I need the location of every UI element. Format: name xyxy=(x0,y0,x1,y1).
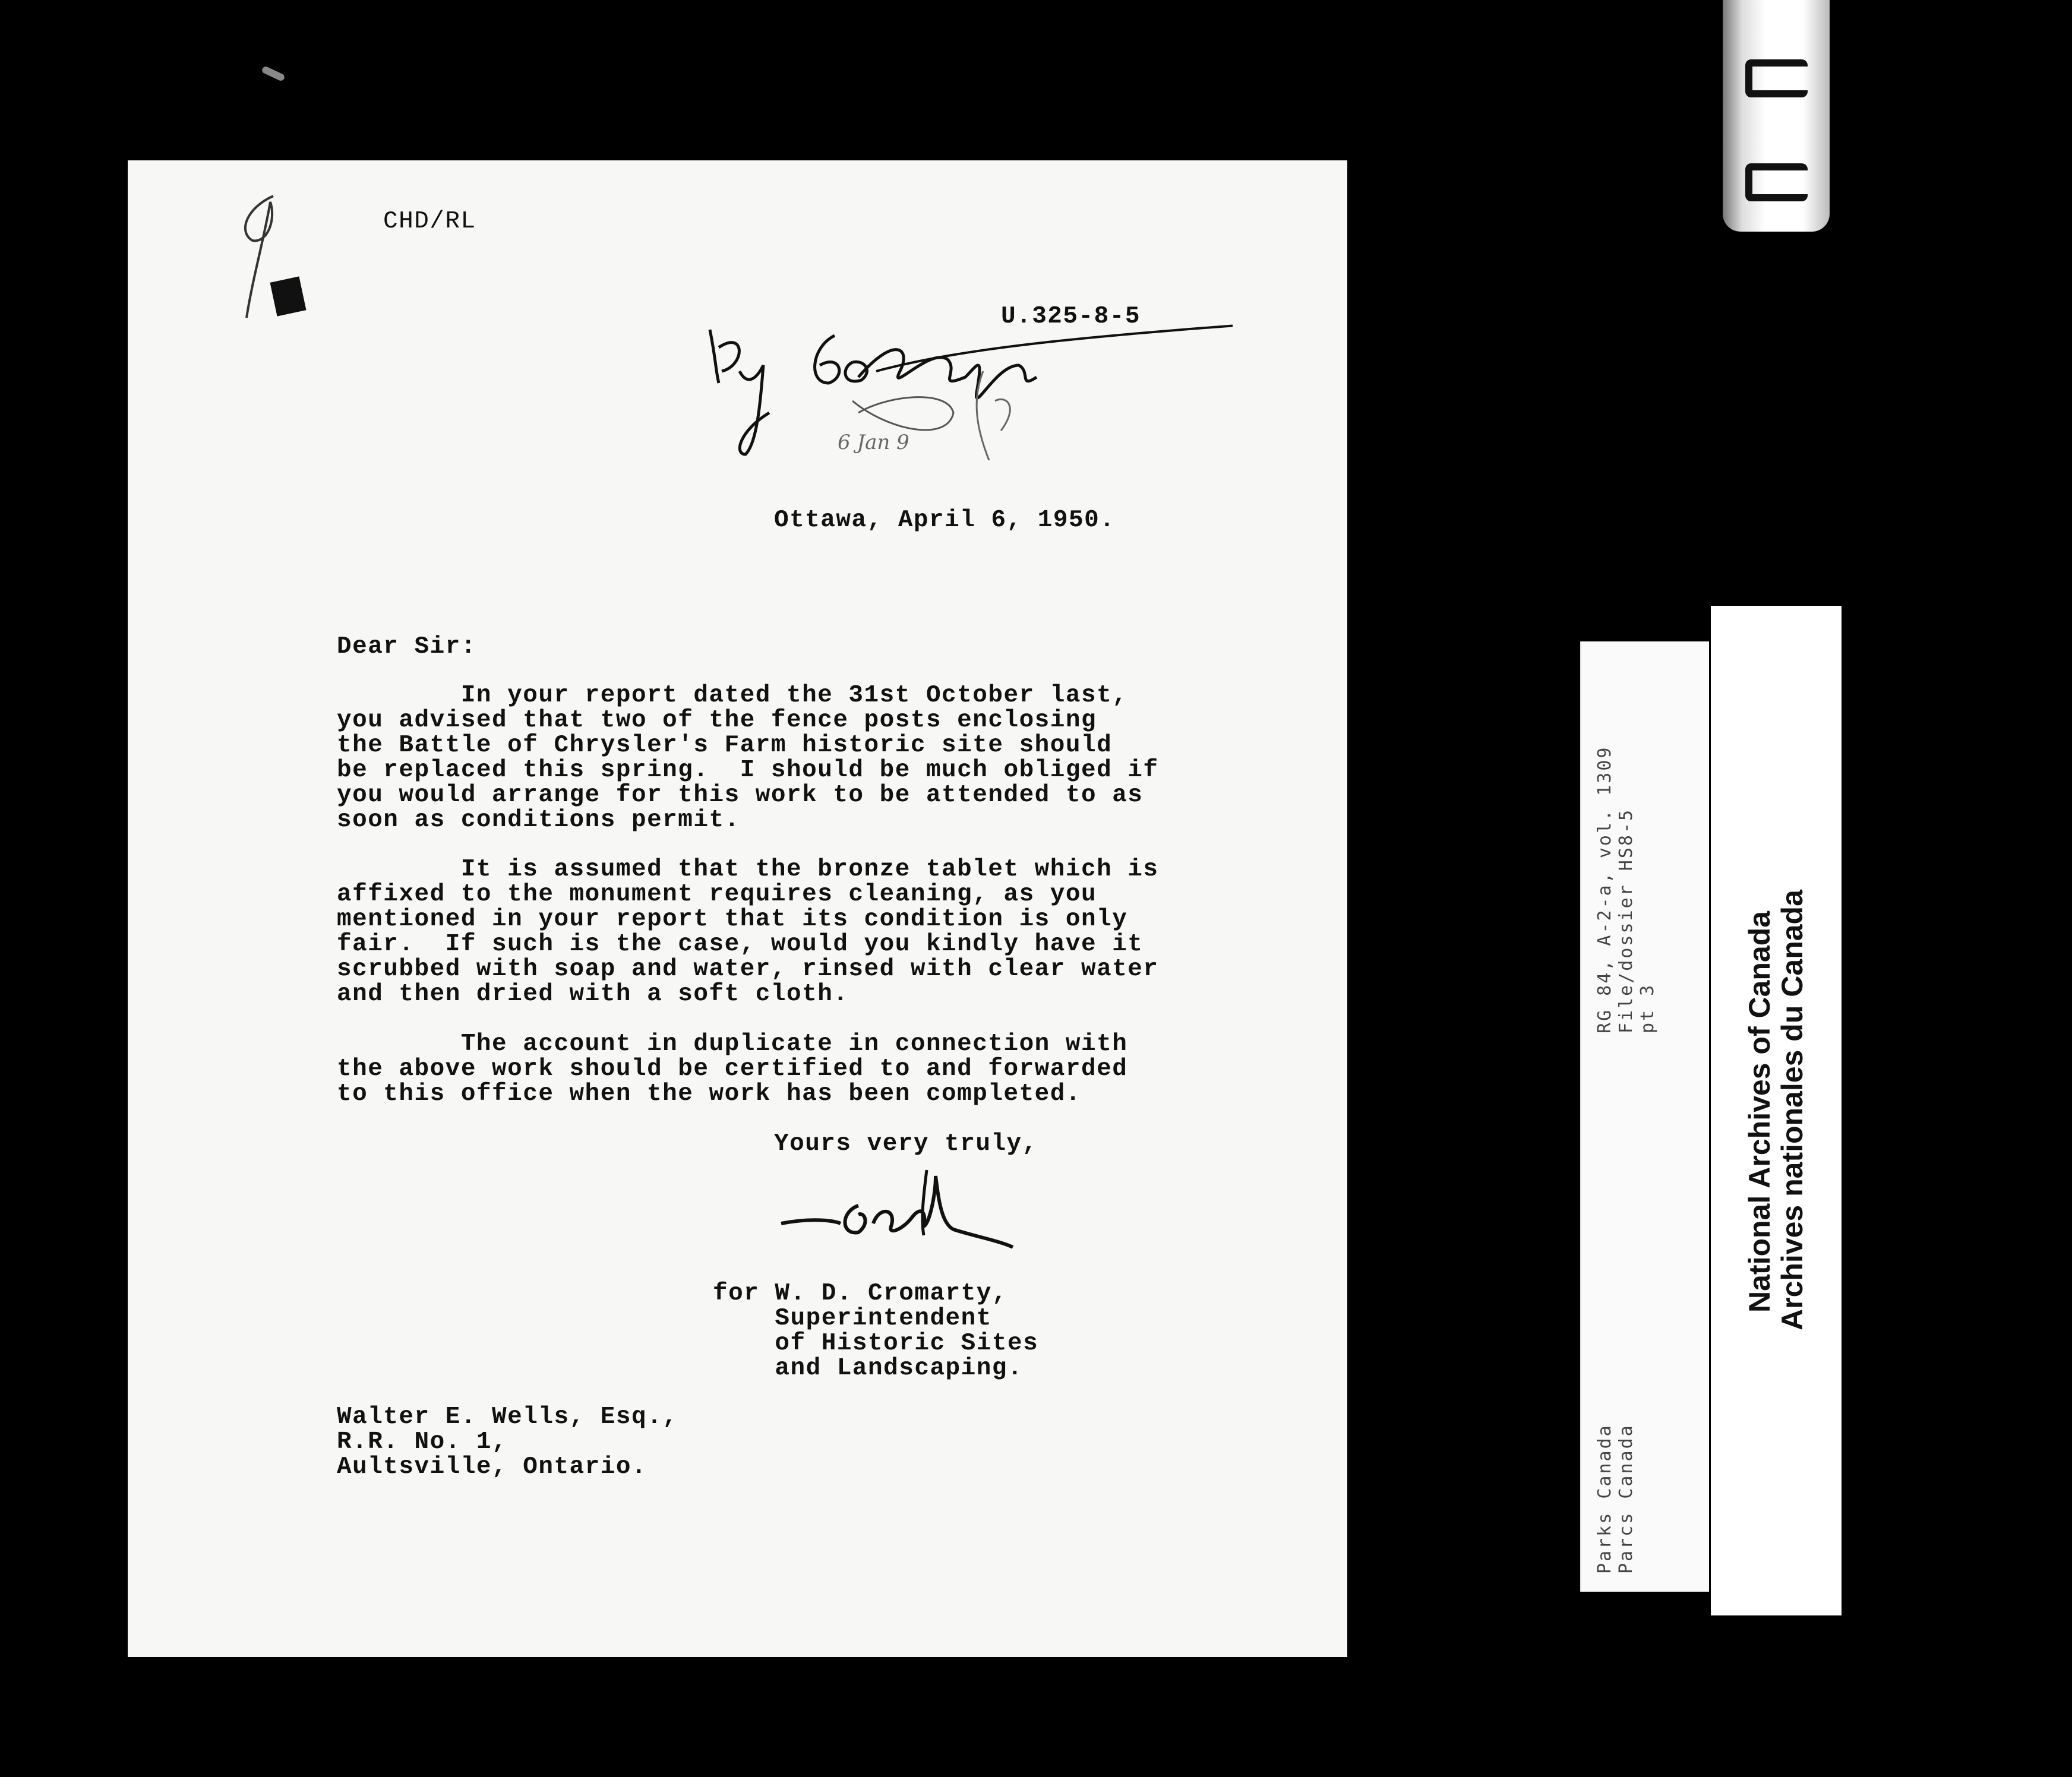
archives-name-fr: Archives nationales du Canada xyxy=(1776,890,1809,1330)
paragraph-line: you advised that two of the fence posts enclosing xyxy=(337,707,1097,734)
signatory-line: Superintendent xyxy=(713,1305,992,1332)
department-fr: Parcs Canada xyxy=(1616,1424,1637,1574)
letter-page xyxy=(128,160,1347,1657)
archives-name-en: National Archives of Canada xyxy=(1743,910,1776,1313)
file-number: U.325-8-5 xyxy=(1001,303,1141,330)
paragraph-line: be replaced this spring. I should be much obliged if xyxy=(337,757,1159,784)
address-line: R.R. No. 1, xyxy=(337,1428,508,1456)
archives-stamp xyxy=(1711,606,1842,1615)
microfilm-roll-marker xyxy=(1723,0,1830,232)
signatory-line: for W. D. Cromarty, xyxy=(713,1280,1007,1307)
paragraph-line: affixed to the monument requires cleaning, as you xyxy=(337,881,1097,908)
roll-mark-glyph xyxy=(1745,163,1808,201)
roll-mark-glyph xyxy=(1745,59,1808,97)
paragraph-line: fair. If such is the case, would you kindly have it xyxy=(337,931,1144,958)
paragraph-line: you would arrange for this work to be attended to as xyxy=(337,782,1144,809)
address-line: Aultsville, Ontario. xyxy=(337,1453,648,1481)
paragraph-line: In your report dated the 31st October last, xyxy=(337,682,1128,709)
paragraph-line: the Battle of Chrysler's Farm historic site should xyxy=(337,732,1113,759)
paragraph-line: soon as conditions permit. xyxy=(337,807,740,834)
file-reference-line: RG 84, A-2-a, vol. 1309 xyxy=(1594,745,1615,1033)
file-reference-line: File/dossier HS8-5 xyxy=(1616,808,1637,1033)
signatory-line: and Landscaping. xyxy=(713,1355,1024,1382)
handwritten-note xyxy=(698,312,1233,490)
paragraph-line: mentioned in your report that its condition is only xyxy=(337,906,1128,933)
signature xyxy=(775,1158,1054,1259)
paragraph-line: It is assumed that the bronze tablet which is xyxy=(337,856,1159,883)
place-and-date: Ottawa, April 6, 1950. xyxy=(774,507,1116,534)
file-reference-label xyxy=(1580,641,1709,1592)
reference-initials: CHD/RL xyxy=(383,208,476,235)
film-speck xyxy=(261,65,285,82)
closing: Yours very truly, xyxy=(774,1130,1038,1158)
punch-mark xyxy=(270,276,307,316)
paragraph-line: and then dried with a soft cloth. xyxy=(337,981,849,1008)
paragraph-line: the above work should be certified to and forwarded xyxy=(337,1055,1128,1083)
department-en: Parks Canada xyxy=(1594,1424,1615,1574)
paragraph-line: scrubbed with soap and water, rinsed with clear water xyxy=(337,956,1159,983)
paragraph-line: to this office when the work has been completed. xyxy=(337,1080,1081,1108)
paragraph-line: The account in duplicate in connection with xyxy=(337,1030,1128,1058)
signatory-line: of Historic Sites xyxy=(713,1330,1039,1357)
handwritten-initials-text: 6 Jan 9 xyxy=(838,431,909,454)
salutation: Dear Sir: xyxy=(337,633,476,660)
file-reference-line: pt 3 xyxy=(1637,983,1658,1033)
address-line: Walter E. Wells, Esq., xyxy=(337,1403,678,1431)
